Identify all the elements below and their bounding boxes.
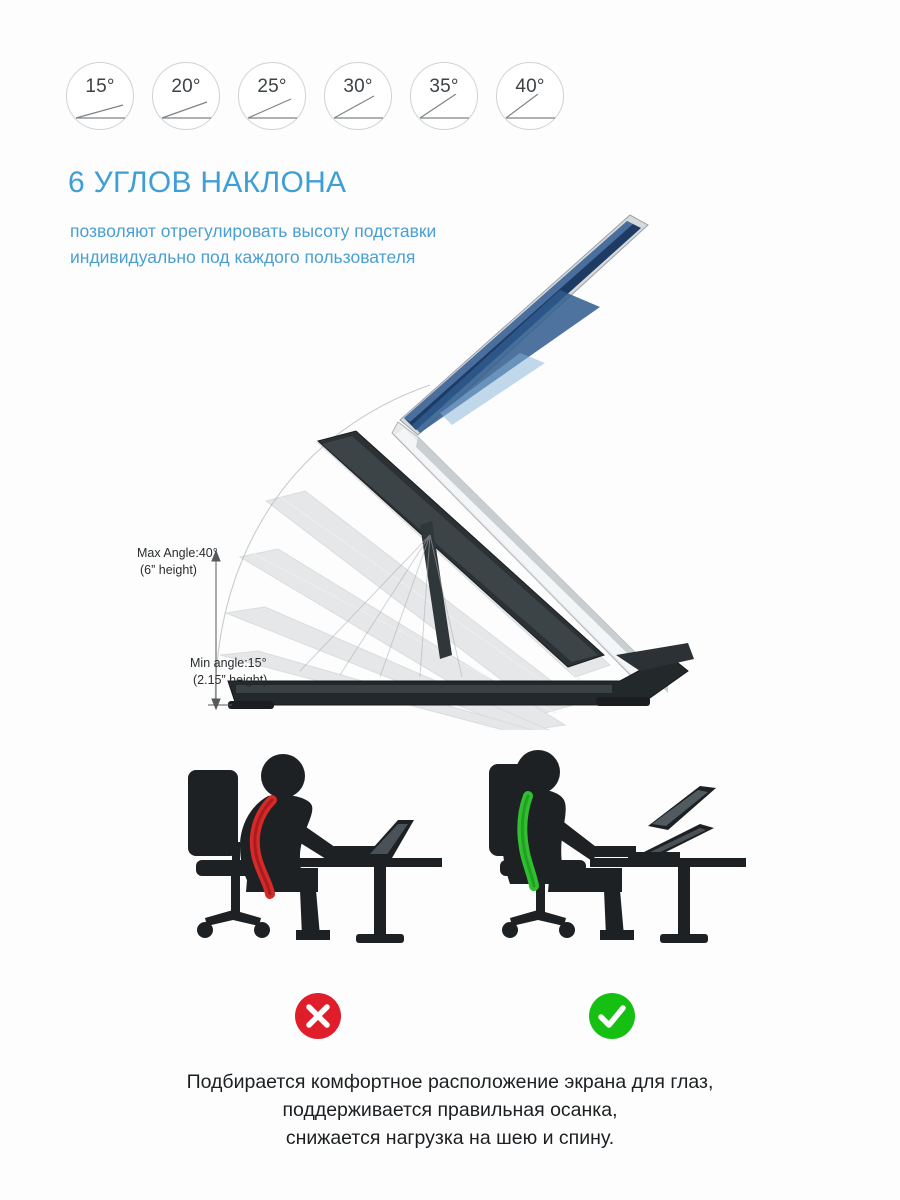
subtitle-line-1: позволяют отрегулировать высоту подставки [70,221,437,241]
caption-line-3: снижается нагрузка на шею и спину. [285,1127,615,1149]
angle-badge-40 [496,62,564,130]
angle-badge-label: 20° [171,76,201,97]
caption-line-2: поддерживается правильная осанка, [282,1099,618,1121]
max-angle-label [137,545,218,579]
angle-wedge-icon [333,94,385,120]
caption-line-1: Подбирается комфортное расположение экрана для глаз, [186,1071,714,1093]
angle-badge-20 [152,62,220,130]
angle-badge-30 [324,62,392,130]
posture-comparison [0,742,900,972]
stand-diagram-svg [0,185,900,730]
angle-wedge-icon [75,94,127,120]
verdict-marks [0,993,900,1053]
page-title: 6 УГЛОВ НАКЛОНА [68,166,347,199]
check-icon [589,993,635,1039]
max-angle-line-2: (6” height) [140,563,197,577]
posture-good-illustration [489,750,746,943]
angle-badge-label: 35° [429,76,459,97]
angle-wedge-icon [161,94,213,120]
min-angle-line-1: Min angle:15° [190,656,267,670]
posture-bad-illustration [188,754,442,943]
check-icon-glyph [589,993,635,1039]
min-angle-label [190,655,267,689]
angle-badge-15 [66,62,134,130]
bottom-caption [0,1068,900,1152]
max-angle-line-1: Max Angle:40° [137,546,218,560]
angle-wedge-icon [419,94,471,120]
angle-badge-label: 30° [343,76,373,97]
angle-badge-label: 40° [515,76,545,97]
angle-badge-label: 15° [85,76,115,97]
angle-badge-label: 25° [257,76,287,97]
subtitle-line-2: индивидуально под каждого пользователя [70,247,416,267]
angle-wedge-icon [247,94,299,120]
cross-icon-glyph [295,993,341,1039]
min-angle-line-2: (2.15” height) [193,673,268,687]
laptop-screen [400,215,648,435]
angle-badge-35 [410,62,478,130]
angle-badge-25 [238,62,306,130]
stand-diagram [0,185,900,730]
posture-svg [0,742,900,972]
angle-badge-row [66,62,564,130]
angle-wedge-icon [505,94,557,120]
cross-icon [295,993,341,1039]
